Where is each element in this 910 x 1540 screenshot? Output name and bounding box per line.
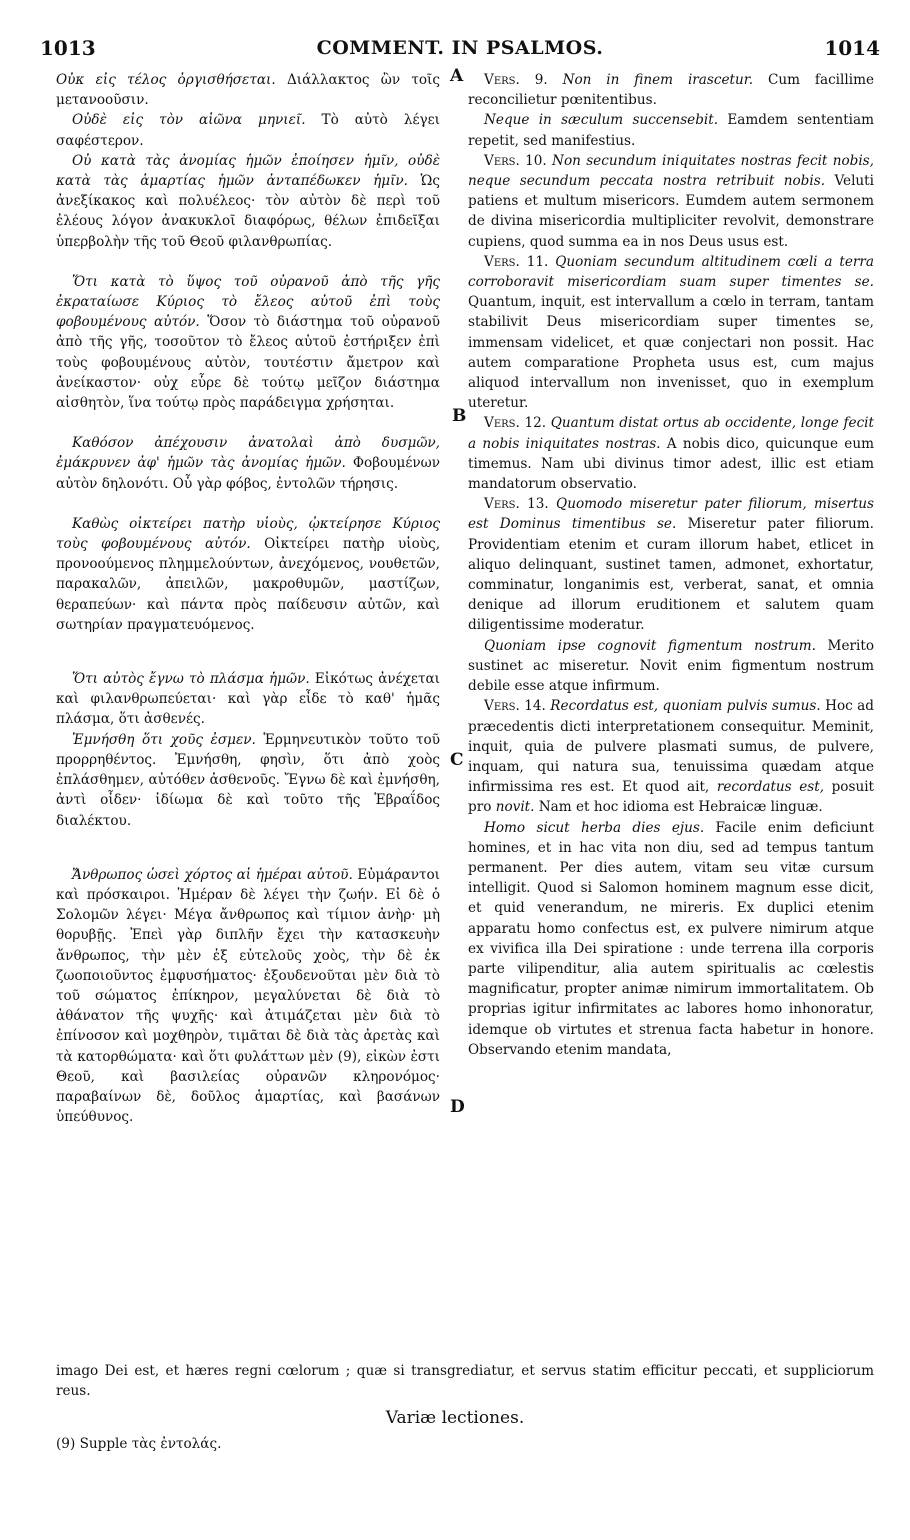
greek-lemma: Οὐ κατὰ τὰς ἀνομίας ἡμῶν ἐποίησεν ἡμῖν, οὐδὲ κατὰ τὰς ἁμαρτίας ἡμῶν ἀνταπέδωκεν ἡμῖν.: [56, 152, 440, 190]
greek-text: Οἰκτείρει πατὴρ υἱοὺς, προνοούμενος πλημμελούντων, ἀνεχόμενος, νουθετῶν, παρακαλῶν, ἀπειλῶν, μακροθυμῶν, μαστίζων, θεραπεύων· καὶ πάντα πρὸς παίδευσιν αὐτῶν, καὶ σωτηρίαν πραγματευόμενος.: [56, 536, 441, 633]
latin-paragraph: [468, 494, 874, 635]
latin-text: Facile enim deficiunt homines, et in hac vita non diu, sed ad tempus tantum permanent. Per dies autem, vitam seu vitæ cursum intelligit. Quod si Salomon hominem magnum esse dicit, et quid venerandum, ne mireris. Ex duplici etenim apparatu homo confectus est, ex pulvere nimirum atque ex vivifica illa Dei spiratione : unde terrena illa corporis parte vilipenditur, alia autem spiritualis ac cœlestis magnificatur, propter animæ nimirum immortalitatem. Ob proprias igitur infirmitates ac labores homo inhonoratur, idemque ob virtutes et strenua facta habetur in honore. Observando etenim mandata,: [468, 819, 875, 1058]
latin-text: posuit pro: [468, 779, 875, 816]
latin-paragraph: [468, 110, 874, 150]
margin-marker-a: A: [450, 66, 464, 86]
latin-paragraph: [468, 696, 874, 817]
latin-text: A nobis dico, quicunque eum timemus. Nam ubi divinus timor adest, illic est etiam mandatorum observatio.: [468, 435, 874, 493]
variae-lectiones-heading: Variæ lectiones.: [385, 1408, 525, 1428]
latin-text: Eamdem sententiam repetit, sed manifestius.: [468, 112, 875, 149]
verse-number: Vers. 11.: [484, 253, 549, 270]
page-number-left: 1013: [40, 36, 96, 60]
verse-number: Vers. 9.: [484, 72, 548, 88]
verse-number: Vers. 13.: [484, 496, 549, 513]
latin-text: Hoc ad præcedentis dicti interpretationem consequitur. Meminit, inquit, quia de pulvere plasmati sumus, de pulvere, inquam, qui natura sua, tenuissima quædam atque infirmissima res est. Et quod ait,: [468, 698, 874, 796]
verse-number: Vers. 10.: [484, 152, 547, 169]
greek-paragraph: [56, 669, 440, 730]
latin-text: Nam et hoc idioma est Hebraicæ linguæ.: [534, 799, 823, 816]
latin-text: Cum facillime reconcilietur pœnitentibus.: [468, 72, 875, 109]
margin-marker-b: B: [452, 406, 467, 426]
latin-paragraph: [468, 818, 874, 1060]
latin-paragraph: [468, 413, 874, 494]
latin-column: [468, 70, 874, 1060]
latin-lemma: Recordatus est, quoniam pulvis sumus.: [545, 698, 821, 715]
latin-text: Miseretur pater filiorum. Providentiam etenim et curam illorum habet, etlicet in aliquo delinquant, sustinet tamen, admonet, exhortatur, comminatur, longanimis est, verberat, sanat, et omnia denique ad illorum eruditionem et salutem quam diligentissime moderatur.: [468, 516, 875, 634]
latin-lemma: Non secundum iniquitates nostras fecit nobis, neque secundum peccata nostra retribuit nobis.: [468, 152, 874, 190]
latin-paragraph: [468, 252, 874, 414]
greek-lemma: Καθὼς οἰκτείρει πατὴρ υἱοὺς, ᾠκτείρησε Κύριος τοὺς φοβουμένους αὐτόν.: [56, 515, 440, 553]
verse-number: Vers. 14.: [484, 698, 546, 715]
greek-paragraph: [56, 514, 440, 635]
latin-text: Veluti patiens et multum misericors. Eumdem autem sermonem de divina misericordia multipliciter revolvit, demonstrare cupiens, quod summa ea in nos Deus usus est.: [468, 173, 874, 250]
bottom-continuation: imago Dei est, et hæres regni cœlorum ; quæ si transgrediatur, et servus statim efficitur peccati, et suppliciorum reus.: [56, 1363, 874, 1399]
greek-lemma: Καθόσον ἀπέχουσιν ἀνατολαὶ ἀπὸ δυσμῶν, ἐμάκρυνεν ἀφ' ἡμῶν τὰς ἀνομίας ἡμῶν.: [56, 435, 440, 472]
latin-lemma: Non in finem irascetur.: [547, 72, 754, 88]
verse-number: Vers. 12.: [484, 415, 547, 432]
greek-lemma: Ὅτι αὐτὸς ἔγνω τὸ πλάσμα ἡμῶν.: [72, 671, 310, 688]
greek-paragraph: [56, 110, 440, 150]
latin-lemma: novit.: [491, 799, 535, 816]
greek-text: Εὐμάραντοι καὶ πρόσκαιροι. Ἡμέραν δὲ λέγει τὴν ζωήν. Εἰ δὲ ὁ Σολομῶν λέγει· Μέγα ἄνθρωπος καὶ τίμιον ἀνὴρ· μὴ θορυβῇς. Ἐπεὶ γὰρ διπλῆν ἔχει τὴν κατασκευὴν ἄνθρωπος, τὴν μὲν ἐξ εὐτελοῦς χοὸς, τὴν δὲ ἐκ ζωοποιοῦντος ἐμφυσήματος· ἐξουδενοῦται μὲν διὰ τὸ τοῦ σώματος ἐπίκηρον, μεγαλύνεται δὲ διὰ τὸ ἀθάνατον τῆς ψυχῆς· καὶ ἀτιμάζεται μὲν διὰ τὸ ἐπίνοσον καὶ μοχθηρὸν, τιμᾶται δὲ διὰ τὰς ἀρετὰς καὶ τὰ κατορθώματα· καὶ ὅτι φυλάττων μὲν (9), εἰκὼν ἐστι Θεοῦ, καὶ βασιλείας οὐρανῶν κληρονόμος· παραβαίνων δὲ, δοῦλος ἁμαρτίας, καὶ βασάνων ὑπεύθυνος.: [56, 866, 440, 1126]
greek-lemma: Ἄνθρωπος ὡσεὶ χόρτος αἱ ἡμέραι αὐτοῦ.: [72, 866, 353, 883]
latin-lemma: Homo sicut herba dies ejus.: [484, 819, 705, 836]
page-number-right: 1014: [824, 36, 880, 60]
latin-text: Merito sustinet ac miseretur. Novit enim figmentum nostrum debile esse atque infirmum.: [468, 637, 874, 695]
margin-marker-c: C: [450, 750, 464, 770]
latin-lemma: Quoniam secundum altitudinem cœli a terra corroboravit misericordiam suam super timentes se.: [468, 253, 874, 291]
greek-lemma: Ὅτι κατὰ τὸ ὕψος τοῦ οὐρανοῦ ἀπὸ τῆς γῆς ἐκραταίωσε Κύριος τὸ ἔλεος αὐτοῦ ἐπὶ τοὺς φοβουμένους αὐτόν.: [56, 273, 440, 331]
margin-marker-d: D: [450, 1097, 465, 1117]
greek-column: [56, 70, 440, 1127]
latin-paragraph: [468, 151, 874, 252]
latin-paragraph: [468, 70, 874, 110]
greek-paragraph: [56, 272, 440, 413]
greek-paragraph: [56, 730, 440, 831]
page-header: [40, 36, 880, 66]
greek-lemma: Ἐμνήσθη ὅτι χοῦς ἐσμεν.: [72, 731, 256, 748]
latin-lemma: Quantum distat ortus ab occidente, longe fecit a nobis iniquitates nostras.: [468, 415, 874, 452]
greek-text: Εἰκότως ἀνέχεται καὶ φιλανθρωπεύεται· καὶ γὰρ εἶδε τὸ καθ' ἡμᾶς πλάσμα, ὅτι ἀσθενές.: [56, 671, 441, 728]
latin-paragraph: [468, 636, 874, 697]
latin-lemma: Neque in sæculum succensebit.: [484, 112, 719, 129]
greek-lemma: Οὐδὲ εἰς τὸν αἰῶνα μηνιεῖ.: [72, 112, 306, 129]
greek-text: Ὅσον τὸ διάστημα τοῦ οὐρανοῦ ἀπὸ τῆς γῆς, τοσοῦτον τὸ ἔλεος αὐτοῦ ἐστήριξεν ἐπὶ τοὺς φοβουμένους αὐτὸν, τουτέστιν ἄμετρον καὶ ἀνείκαστον· οὐχ εὗρε δὲ τούτῳ μεῖζον διάστημα αἰσθητὸν, ἵνα τούτῳ πρὸς παράδειγμα χρήσηται.: [56, 314, 440, 412]
latin-lemma: recordatus est,: [709, 779, 825, 796]
greek-text: Ἑρμηνευτικὸν τοῦτο τοῦ προρρηθέντος. Ἐμνήσθη, φησὶν, ὅτι ἀπὸ χοὸς ἐπλάσθημεν, αὐτόθεν ἀσθενοῦς. Ἔγνω δὲ καὶ ἐμνήσθη, ἀντὶ οἶδεν· ἰδίωμα δὲ καὶ τοῦτο τῆς Ἑβραΐδος διαλέκτου.: [56, 731, 440, 829]
greek-paragraph: [56, 151, 440, 252]
greek-paragraph: [56, 70, 440, 110]
running-title: COMMENT. IN PSALMOS.: [316, 37, 604, 59]
greek-text: Φοβουμένων αὐτὸν δηλονότι. Οὗ γὰρ φόβος, ἐντολῶν τήρησις.: [56, 455, 440, 492]
latin-lemma: Quoniam ipse cognovit figmentum nostrum.: [484, 637, 816, 654]
greek-text: Ὡς ἀνεξίκακος καὶ πολυέλεος· τὸν αὐτὸν δὲ περὶ τοῦ ἐλέους λόγον ἀνακυκλοῖ διαφόρως, θέλων ἐπιδεῖξαι ὑπερβολὴν τῆς τοῦ Θεοῦ φιλανθρωπίας.: [56, 173, 440, 250]
greek-lemma: Οὐκ εἰς τέλος ὀργισθήσεται.: [56, 72, 276, 88]
latin-lemma: Quomodo miseretur pater filiorum, misertus est Dominus timentibus se.: [468, 496, 874, 533]
latin-text: Quantum, inquit, est intervallum a cœlo in terram, tantam stabilivit Deus misericordiam super timentes se, immensam videlicet, et quæ conjectari non possit. Hac autem comparatione Propheta usus est, cum majus aliquod intervallum non invenisset, quo in exemplum uteretur.: [468, 294, 874, 412]
footnote: (9) Supple τὰς ἐντολάς.: [56, 1436, 222, 1452]
greek-paragraph: [56, 865, 440, 1128]
greek-text: Τὸ αὐτὸ λέγει σαφέστερον.: [56, 112, 440, 149]
greek-text: Διάλλακτος ὢν τοῖς μετανοοῦσιν.: [56, 72, 440, 109]
greek-paragraph: [56, 433, 440, 494]
